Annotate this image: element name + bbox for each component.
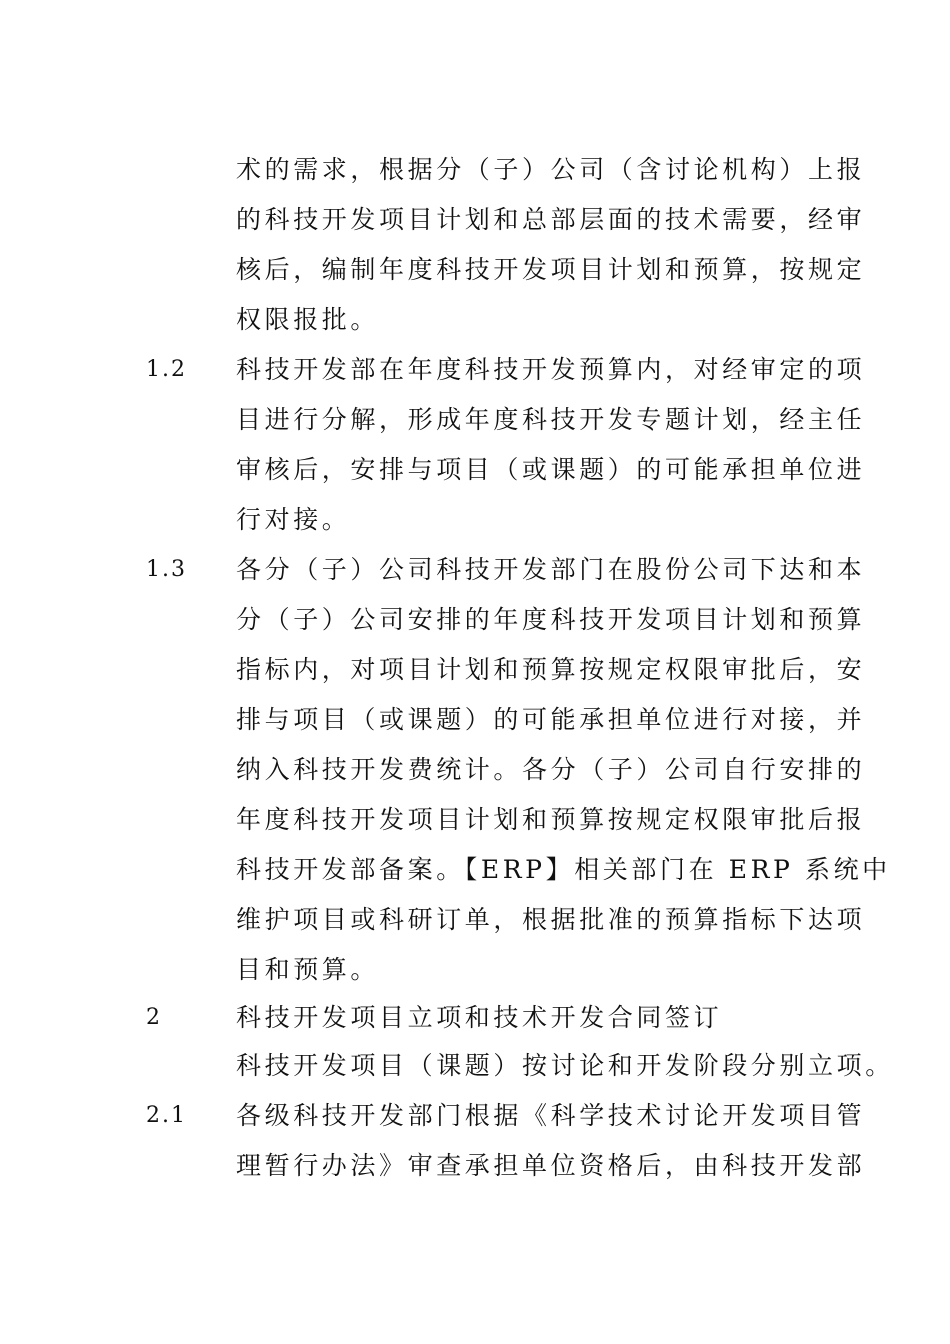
paragraph-line: 科技开发部备案。【ERP】相关部门在 ERP 系统中 bbox=[236, 855, 891, 884]
paragraph-line: 科技开发项目（课题）按讨论和开发阶段分别立项。 bbox=[236, 1051, 894, 1080]
paragraph-line: 目和预算。 bbox=[236, 955, 380, 984]
paragraph-line: 权限报批。 bbox=[236, 305, 380, 334]
paragraph-line: 核后，编制年度科技开发项目计划和预算，按规定 bbox=[236, 255, 866, 284]
paragraph-line: 指标内，对项目计划和预算按规定权限审批后，安 bbox=[236, 655, 866, 684]
paragraph-line: 行对接。 bbox=[236, 505, 351, 534]
paragraph-line: 各级科技开发部门根据《科学技术讨论开发项目管 bbox=[236, 1101, 866, 1130]
paragraph-line: 维护项目或科研订单，根据批准的预算指标下达项 bbox=[236, 905, 866, 934]
section-number: 2.1 bbox=[146, 1103, 187, 1128]
section-number: 1.2 bbox=[146, 357, 187, 382]
paragraph-line: 目进行分解，形成年度科技开发专题计划，经主任 bbox=[236, 405, 866, 434]
paragraph-line: 术的需求，根据分（子）公司（含讨论机构）上报 bbox=[236, 155, 866, 184]
paragraph-line: 纳入科技开发费统计。各分（子）公司自行安排的 bbox=[236, 755, 866, 784]
paragraph-line: 科技开发部在年度科技开发预算内，对经审定的项 bbox=[236, 355, 866, 384]
paragraph-line: 审核后，安排与项目（或课题）的可能承担单位进 bbox=[236, 455, 866, 484]
section-number: 2 bbox=[146, 1005, 162, 1030]
section-number: 1.3 bbox=[146, 557, 187, 582]
paragraph-line: 排与项目（或课题）的可能承担单位进行对接，并 bbox=[236, 705, 866, 734]
paragraph-line: 各分（子）公司科技开发部门在股份公司下达和本 bbox=[236, 555, 866, 584]
paragraph-line: 的科技开发项目计划和总部层面的技术需要，经审 bbox=[236, 205, 866, 234]
paragraph-line: 年度科技开发项目计划和预算按规定权限审批后报 bbox=[236, 805, 866, 834]
paragraph-line: 理暂行办法》审查承担单位资格后，由科技开发部 bbox=[236, 1151, 866, 1180]
section-heading: 科技开发项目立项和技术开发合同签订 bbox=[236, 1003, 723, 1032]
paragraph-line: 分（子）公司安排的年度科技开发项目计划和预算 bbox=[236, 605, 866, 634]
